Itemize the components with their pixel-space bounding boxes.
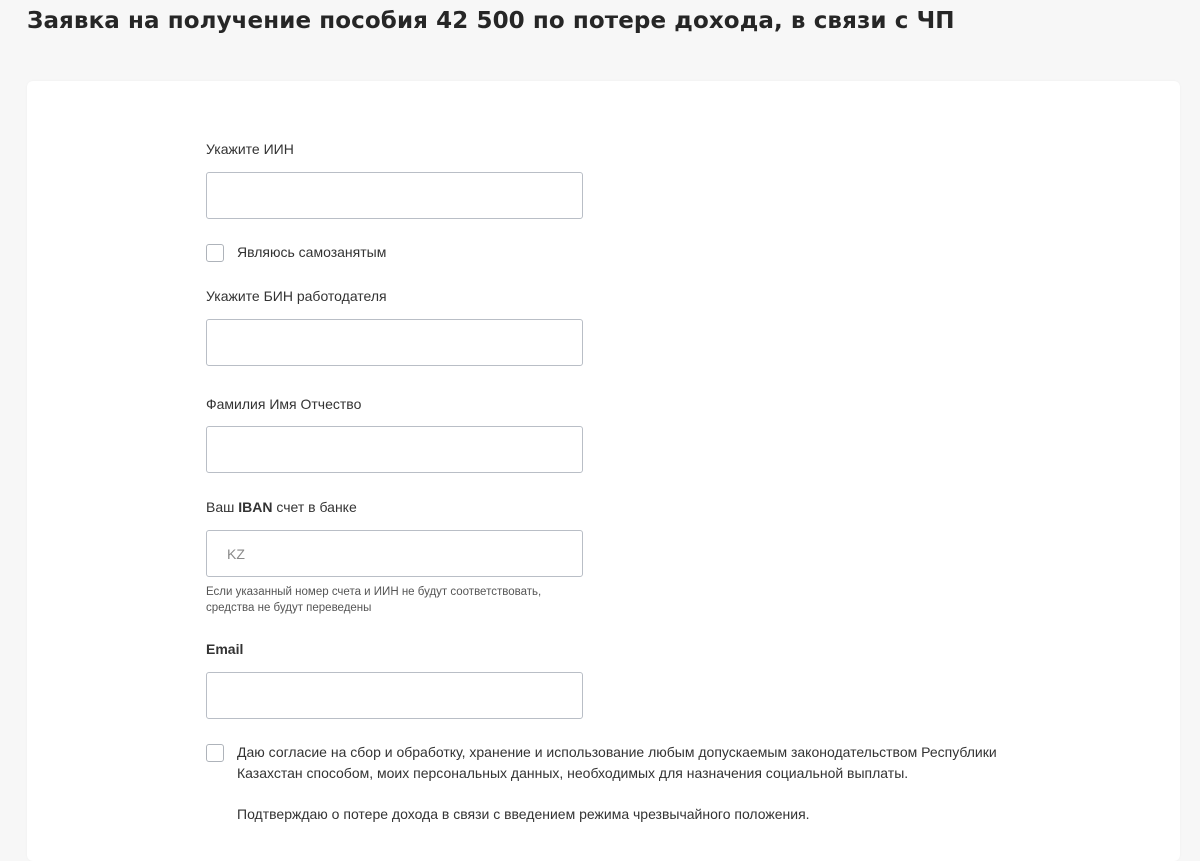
iin-label: Укажите ИИН <box>206 141 294 157</box>
iban-label <box>206 499 357 515</box>
full-name-label: Фамилия Имя Отчество <box>206 396 362 412</box>
email-label: Email <box>206 641 244 657</box>
iban-hint <box>206 584 541 616</box>
email-input[interactable] <box>206 672 583 719</box>
iban-label-suffix: счет в банке <box>276 499 357 515</box>
consent-text-line1: Даю согласие на сбор и обработку, хранение и использование любым допускаемым законодательством Республики <box>237 744 997 760</box>
self-employed-checkbox[interactable] <box>206 244 224 262</box>
application-form-card <box>27 81 1180 861</box>
consent-text-line3: Подтверждаю о потере дохода в связи с введением режима чрезвычайного положения. <box>237 806 810 822</box>
consent-text[interactable] <box>237 742 997 825</box>
consent-text-line2: Казахстан способом, моих персональных данных, необходимых для назначения социальной выплаты. <box>237 765 909 781</box>
iban-input[interactable] <box>206 530 583 577</box>
page-title: Заявка на получение пособия 42 500 по потере дохода, в связи с ЧП <box>27 8 955 34</box>
full-name-input[interactable] <box>206 426 583 473</box>
iban-hint-line1: Если указанный номер счета и ИИН не будут соответствовать, <box>206 586 542 598</box>
employer-bin-label: Укажите БИН работодателя <box>206 288 387 304</box>
iin-input[interactable] <box>206 172 583 219</box>
iban-hint-line2: средства не будут переведены <box>206 602 372 614</box>
iban-label-bold: IBAN <box>238 499 273 515</box>
consent-checkbox[interactable] <box>206 744 224 762</box>
iban-label-prefix: Ваш <box>206 499 235 515</box>
self-employed-label[interactable]: Являюсь самозанятым <box>237 244 387 260</box>
employer-bin-input[interactable] <box>206 319 583 366</box>
